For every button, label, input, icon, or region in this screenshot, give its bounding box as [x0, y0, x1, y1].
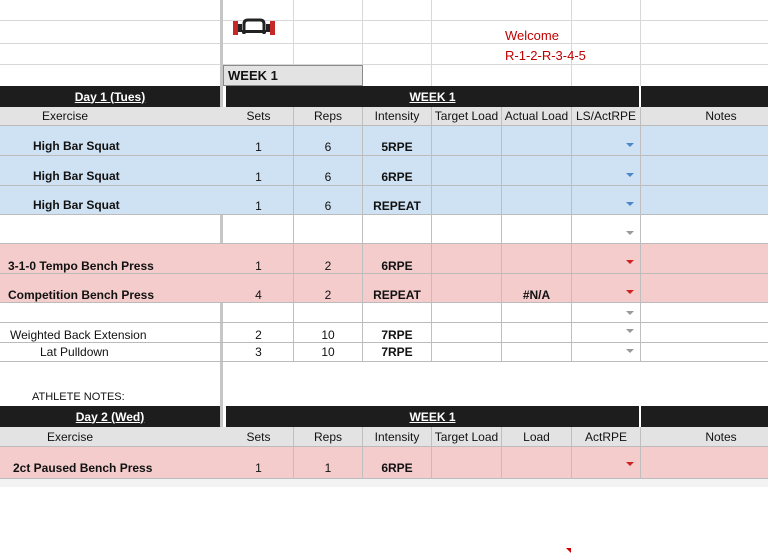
col-notes: Notes [705, 109, 737, 123]
week-tab-label: WEEK 1 [228, 68, 278, 83]
day2-week-header: WEEK 1 [409, 409, 456, 424]
rpe-dropdown[interactable] [572, 323, 641, 342]
day1-title-cell [0, 86, 220, 107]
reps-cell[interactable]: 1 [294, 447, 363, 478]
target-load-cell[interactable] [432, 186, 502, 214]
welcome-code: R-1-2-R-3-4-5 [505, 48, 586, 63]
dropdown-arrow-icon[interactable] [626, 462, 634, 466]
day2-title-cell [0, 406, 220, 427]
col-load: Load [502, 427, 572, 446]
day1-week-header-cell [226, 86, 639, 107]
athlete-notes-row [0, 362, 768, 406]
col-reps: Reps [294, 427, 363, 446]
actual-load-cell[interactable] [502, 126, 572, 155]
col-sets: Sets [224, 427, 294, 446]
col-sets: Sets [224, 107, 294, 125]
intensity-cell[interactable]: 5RPE [363, 126, 432, 155]
sets-cell[interactable]: 1 [224, 186, 294, 214]
actual-load-cell[interactable] [502, 156, 572, 185]
reps-cell[interactable]: 6 [294, 156, 363, 185]
table-row [0, 323, 768, 343]
rpe-dropdown[interactable] [572, 215, 641, 243]
load-cell[interactable] [502, 447, 572, 478]
target-load-cell[interactable] [432, 447, 502, 478]
col-actrpe: ActRPE [572, 427, 641, 446]
table-row [0, 447, 768, 479]
sets-cell[interactable]: 1 [224, 156, 294, 185]
exercise-name[interactable]: 2ct Paused Bench Press [13, 460, 153, 475]
intensity-cell[interactable]: REPEAT [363, 186, 432, 214]
exercise-name[interactable]: High Bar Squat [33, 138, 120, 153]
athlete-notes-label: ATHLETE NOTES: [32, 391, 125, 403]
target-load-cell[interactable] [432, 126, 502, 155]
actual-load-cell[interactable] [502, 244, 572, 273]
intensity-cell[interactable]: 6RPE [363, 447, 432, 478]
welcome-label: Welcome [505, 28, 559, 43]
actual-load-cell[interactable] [502, 323, 572, 342]
actual-load-cell[interactable] [502, 186, 572, 214]
target-load-cell[interactable] [432, 156, 502, 185]
sets-cell[interactable]: 4 [224, 274, 294, 302]
sets-cell[interactable]: 1 [224, 447, 294, 478]
col-target-load: Target Load [432, 107, 502, 125]
intensity-cell[interactable]: REPEAT [363, 274, 432, 302]
dropdown-arrow-icon[interactable] [626, 349, 634, 353]
rpe-dropdown[interactable] [572, 244, 641, 273]
rpe-dropdown[interactable] [572, 156, 641, 185]
intensity-cell[interactable]: 7RPE [363, 343, 432, 361]
notes-cell[interactable] [641, 244, 768, 273]
intensity-cell[interactable]: 6RPE [363, 156, 432, 185]
table-row [0, 126, 768, 156]
col-reps: Reps [294, 107, 363, 125]
col-intensity: Intensity [363, 427, 432, 446]
rpe-dropdown[interactable] [572, 447, 641, 478]
notes-cell[interactable] [641, 274, 768, 302]
reps-cell[interactable]: 10 [294, 343, 363, 361]
day1-header-row [0, 86, 768, 107]
day2-week-header-cell [226, 406, 639, 427]
dropdown-arrow-icon[interactable] [626, 143, 634, 147]
exercise-name[interactable]: Lat Pulldown [40, 345, 109, 359]
target-load-cell[interactable] [432, 323, 502, 342]
actual-load-cell[interactable] [502, 343, 572, 361]
rpe-dropdown[interactable] [572, 126, 641, 155]
notes-cell[interactable] [641, 343, 768, 361]
reps-cell[interactable]: 6 [294, 126, 363, 155]
col-target-load: Target Load [432, 427, 502, 446]
col-actual-load: Actual Load [502, 107, 572, 125]
dumbbell-logo-icon [232, 18, 276, 38]
exercise-name[interactable]: Competition Bench Press [8, 288, 155, 302]
dropdown-arrow-icon[interactable] [626, 290, 634, 294]
exercise-name[interactable]: High Bar Squat [33, 168, 120, 183]
table-row [0, 244, 768, 274]
table-row [0, 186, 768, 215]
dropdown-arrow-icon[interactable] [626, 173, 634, 177]
dropdown-arrow-icon[interactable] [626, 231, 634, 235]
dropdown-arrow-icon[interactable] [626, 260, 634, 264]
notes-cell[interactable] [641, 447, 768, 478]
reps-cell[interactable]: 10 [294, 323, 363, 342]
reps-cell[interactable]: 2 [294, 244, 363, 273]
dropdown-arrow-icon[interactable] [626, 329, 634, 333]
exercise-name[interactable]: Weighted Back Extension [10, 327, 147, 342]
rpe-dropdown[interactable] [572, 343, 641, 361]
target-load-cell[interactable] [432, 274, 502, 302]
athlete-notes-input[interactable] [224, 362, 768, 406]
notes-cell[interactable] [641, 126, 768, 155]
reps-cell[interactable]: 6 [294, 186, 363, 214]
col-ls-actrpe: LS/ActRPE [572, 107, 641, 125]
rpe-dropdown[interactable] [572, 186, 641, 214]
actual-load-cell[interactable]: #N/A [502, 274, 572, 302]
exercise-name[interactable]: High Bar Squat [33, 198, 120, 212]
day1-column-header-row [0, 107, 768, 126]
day1-week-header: WEEK 1 [409, 89, 456, 104]
notes-cell[interactable] [641, 186, 768, 214]
sets-cell[interactable]: 2 [224, 323, 294, 342]
day2-column-header-row [0, 427, 768, 447]
intensity-cell[interactable]: 7RPE [363, 323, 432, 342]
notes-cell[interactable] [641, 156, 768, 185]
rpe-dropdown[interactable] [572, 303, 641, 322]
day2-header-row [0, 406, 768, 427]
day2-title: Day 2 (Wed) [75, 409, 145, 424]
table-row [0, 274, 768, 303]
week-tab[interactable] [223, 65, 363, 86]
sets-cell[interactable]: 1 [224, 244, 294, 273]
table-row [0, 343, 768, 362]
notes-cell[interactable] [641, 323, 768, 342]
rpe-dropdown[interactable] [572, 274, 641, 302]
dropdown-arrow-icon[interactable] [626, 311, 634, 315]
col-intensity: Intensity [363, 107, 432, 125]
col-exercise: Exercise [41, 109, 88, 123]
exercise-name[interactable]: 3-1-0 Tempo Bench Press [8, 258, 154, 273]
reps-cell[interactable]: 2 [294, 274, 363, 302]
col-exercise: Exercise [46, 429, 93, 444]
dropdown-arrow-icon[interactable] [626, 202, 634, 206]
day1-title: Day 1 (Tues) [74, 89, 146, 104]
target-load-cell[interactable] [432, 343, 502, 361]
spacer-row [0, 215, 768, 244]
spacer-row [0, 303, 768, 323]
col-notes: Notes [705, 429, 737, 444]
target-load-cell[interactable] [432, 244, 502, 273]
sets-cell[interactable]: 3 [224, 343, 294, 361]
table-row [0, 156, 768, 186]
intensity-cell[interactable]: 6RPE [363, 244, 432, 273]
sets-cell[interactable]: 1 [224, 126, 294, 155]
comment-indicator-icon[interactable] [566, 548, 571, 553]
